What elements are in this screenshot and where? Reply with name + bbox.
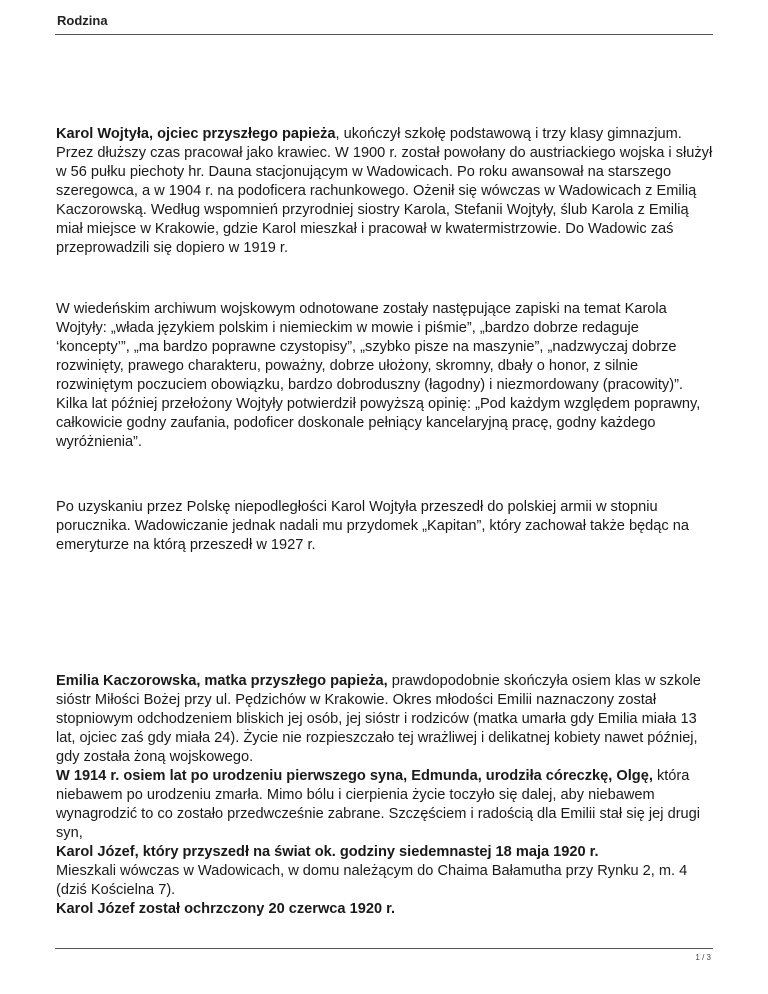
paragraph-bold-birth: Karol Józef, który przyszedł na świat ok. godziny siedemnastej 18 maja 1920 r. [56,844,599,860]
paragraph-karol-wojtyla-father [56,125,716,258]
paragraph-body: W wiedeńskim archiwum wojskowym odnotowane zostały następujące zapiski na temat Karola Wojtyły: „włada językiem polskim i niemieckim w mowie i piśmie”, „bardzo dobrze redaguje ‘koncepty’”, „ma bardzo poprawne czystopisy”, „szybko pisze na maszynie”, „nadzwyczaj dobrze rozwinięty, prawego charakteru, poważny, dobrze ułożony, skromny, dbały o honor, z silnie rozwiniętym poczuciem obowiązku, bardzo dobroduszny (łagodny) i niezmordowany (pracowity)”. Kilka lat później przełożony Wojtyły potwierdził powyższą opinię: „Pod każdym względem poprawny, całkowicie godny zaufania, podoficer doskonale pełniący kancelaryjną pracę, godny każdego wyróżnienia”. [56,301,701,450]
paragraph-lead-bold: Emilia Kaczorowska, matka przyszłego papieża, [56,673,388,689]
paragraph-text [56,767,716,843]
page-number: 1 / 3 [695,953,711,962]
paragraph-text [56,125,716,258]
paragraph-emilia-kaczorowska [56,672,716,919]
paragraph-body: prawdopodobnie skończyła osiem klas w szkole sióstr Miłości Bożej przy ul. Pędzichów w Krakowie. Okres młodości Emilii naznaczony został stopniowym odchodzeniem bliskich jej osób, jej sióstr i rodziców (matka umarła gdy Emilia miała 13 lat, ojciec zaś gdy miała 24). Życie nie rozpieszczało tej wrażliwej i delikatnej kobiety nawet później, gdy została żoną wojskowego. [56,673,701,765]
paragraph-bold-baptism: Karol Józef został ochrzczony 20 czerwca 1920 r. [56,901,396,917]
header-divider [55,34,713,35]
document-header-title: Rodzina [57,13,108,28]
paragraph-polish-army [56,498,716,555]
paragraph-bold-olga: W 1914 r. osiem lat po urodzeniu pierwszego syna, Edmunda, urodziła córeczkę, Olgę, [56,768,653,784]
footer-divider [55,948,713,949]
paragraph-lead-bold: Karol Wojtyła, ojciec przyszłego papieża [56,126,336,142]
paragraph-body: która niebawem po urodzeniu zmarła. Mimo bólu i cierpienia życie toczyło się dalej, aby niebawem wynagrodzić to co zostało przedwcześnie zabrane. Szczęściem i radością dla Emilii stał się jej drugi syn, [56,768,701,841]
paragraph-vienna-archive [56,300,716,452]
paragraph-text [56,672,716,767]
paragraph-body: , ukończył szkołę podstawową i trzy klasy gimnazjum. Przez dłuższy czas pracował jako krawiec. W 1900 r. został powołany do austriackiego wojska i służył w 56 pułku piechoty hr. Dauna stacjonującym w Wadowicach. Po roku awansował na starszego szeregowca, a w 1904 r. na podoficera rachunkowego. Ożenił się wówczas w Wadowicach z Emilią Kaczorowską. Według wspomnień przyrodniej siostry Karola, Stefanii Wojtyły, ślub Karola z Emilią miał miejsce w Krakowie, gdzie Karol mieszkał i pracował w kwatermistrzowie. Do Wadowic zaś przeprowadzili się dopiero w 1919 r. [56,126,713,256]
paragraph-body: Po uzyskaniu przez Polskę niepodległości Karol Wojtyła przeszedł do polskiej armii w stopniu porucznika. Wadowiczanie jednak nadali mu przydomek „Kapitan”, który zachował także będąc na emeryturze na którą przeszedł w 1927 r. [56,499,689,553]
paragraph-body: Mieszkali wówczas w Wadowicach, w domu należącym do Chaima Bałamutha przy Rynku 2, m. 4 (dziś Kościelna 7). [56,863,688,898]
